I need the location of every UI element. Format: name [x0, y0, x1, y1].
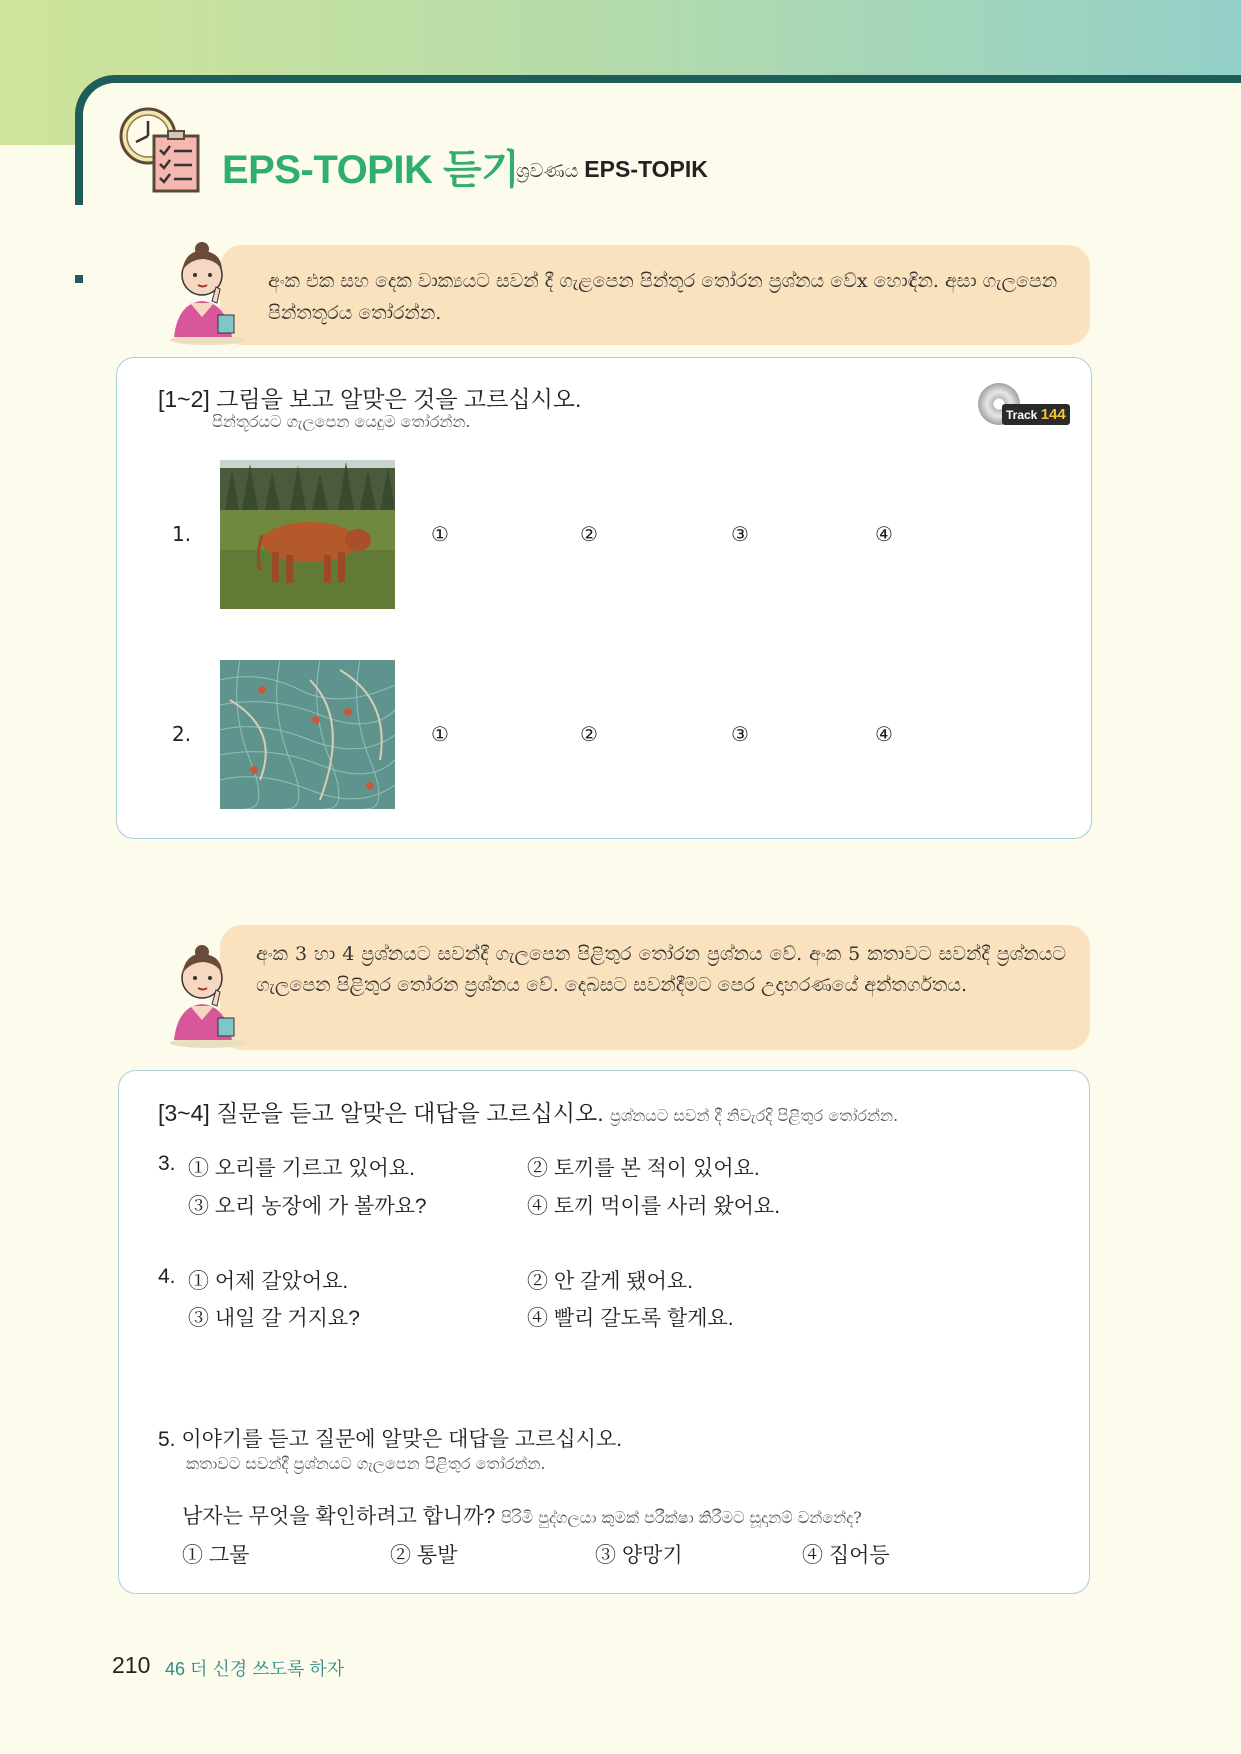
- section-1-instruction: [1~2] 그림을 보고 알맞은 것을 고르십시오.: [158, 386, 582, 412]
- section-2-instruction-sinhala: ප්‍රශ්නයට සවන් දී නිවැරදි පිළිතුර තෝරන්න.: [610, 1106, 899, 1125]
- track-label: [1002, 404, 1070, 425]
- choice-3[interactable]: ③: [731, 722, 749, 746]
- teacher-illustration: [160, 235, 246, 345]
- q4-answer-1[interactable]: ① 어제 갈았어요.: [188, 1270, 349, 1293]
- q5-answer-3[interactable]: ③ 양망기: [595, 1544, 683, 1567]
- q4-answer-3[interactable]: ③ 내일 갈 거지요?: [188, 1307, 360, 1330]
- page-title: EPS-TOPIK 듣기: [222, 148, 520, 192]
- subtitle-english: EPS-TOPIK: [584, 156, 708, 182]
- instruction-bubble-2: [220, 925, 1090, 1050]
- cow-photo: [220, 460, 395, 609]
- instruction-bubble-1: [220, 245, 1090, 345]
- subtitle-sinhala: ශ්‍රවණය: [516, 160, 579, 182]
- page-number: 210: [112, 1652, 151, 1678]
- q5-answer-2[interactable]: ② 통발: [390, 1544, 458, 1567]
- header-frame-fade: [75, 205, 85, 275]
- question-5-prompt: [182, 1500, 862, 1530]
- q4-answer-2[interactable]: ② 안 갈게 됐어요.: [527, 1270, 694, 1293]
- question-3-number: 3.: [158, 1152, 176, 1175]
- q5-answer-1[interactable]: ① 그물: [182, 1544, 250, 1567]
- teacher-illustration: [160, 938, 246, 1048]
- track-number: 144: [1040, 406, 1066, 423]
- choice-4[interactable]: ④: [875, 522, 893, 546]
- section-1-instruction-sinhala: පින්තූරයට ගැලපෙන යෙදුම තෝරන්න.: [212, 412, 471, 431]
- q3-answer-3[interactable]: ③ 오리 농장에 가 볼까요?: [188, 1195, 427, 1218]
- q4-answer-4[interactable]: ④ 빨리 갈도록 할게요.: [527, 1307, 734, 1330]
- section-2-instruction: [158, 1095, 898, 1128]
- choice-1[interactable]: ①: [431, 522, 449, 546]
- audio-track-badge[interactable]: [978, 383, 1073, 429]
- q3-answer-4[interactable]: ④ 토끼 먹이를 사러 왔어요.: [527, 1195, 781, 1218]
- question-5-prompt-sinhala: පිරිමි පුද්ගලයා කුමක් පරීක්ෂා කිරීමට සූදානම් වන්නේද?: [501, 1508, 862, 1527]
- question-5-prompt-korean: 남자는 무엇을 확인하려고 합니까?: [182, 1505, 496, 1528]
- fishing-net-photo: [220, 660, 395, 809]
- question-number: 1.: [172, 522, 192, 546]
- q3-answer-1[interactable]: ① 오리를 기르고 있어요.: [188, 1157, 415, 1180]
- page-subtitle: [516, 156, 708, 183]
- question-5-instruction: 5. 이야기를 듣고 질문에 알맞은 대답을 고르십시오.: [158, 1428, 623, 1451]
- choice-1[interactable]: ①: [431, 722, 449, 746]
- q5-answer-4[interactable]: ④ 집어등: [802, 1544, 890, 1567]
- section-2-instruction-korean: [3~4] 질문을 듣고 알맞은 대답을 고르십시오.: [158, 1100, 604, 1126]
- track-word: Track: [1006, 408, 1038, 422]
- choice-3[interactable]: ③: [731, 522, 749, 546]
- question-number: 2.: [172, 722, 192, 746]
- question-5-instruction-sinhala: කතාවට සවන්දී ප්‍රශ්නයට ගැලපෙන පිළිතුර තෝරන්න.: [186, 1454, 546, 1473]
- question-4-number: 4.: [158, 1265, 176, 1288]
- choice-2[interactable]: ②: [580, 722, 598, 746]
- chapter-title: 46 더 신경 쓰도록 하자: [165, 1659, 345, 1679]
- choice-4[interactable]: ④: [875, 722, 893, 746]
- choice-2[interactable]: ②: [580, 522, 598, 546]
- instruction-text-2: අංක 3 හා 4 ප්‍රශ්නයට සවන්දී ගැලපෙන පිළිතුර තෝරන ප්‍රශ්නය වේ. අංක 5 කතාවට සවන්දී ප්‍රශ්නයට ගැලපෙන පිළිතුර තෝරන ප්‍රශ්නය වේ. දෙබසට සවන්දීමට පෙර උදාහරණයේ අන්තර්ගතය.: [256, 943, 1066, 996]
- instruction-text-1: අංක එක සහ දෙක වාක්‍යයට සවන් දී ගැළපෙන පින්තූර තෝරන ප්‍රශ්නය වේx හොඳින. අසා ගැලපෙන පින්තතූරය තෝරන්න.: [268, 270, 1058, 324]
- clock-checklist-icon: [116, 106, 206, 196]
- q3-answer-2[interactable]: ② 토끼를 본 적이 있어요.: [527, 1157, 760, 1180]
